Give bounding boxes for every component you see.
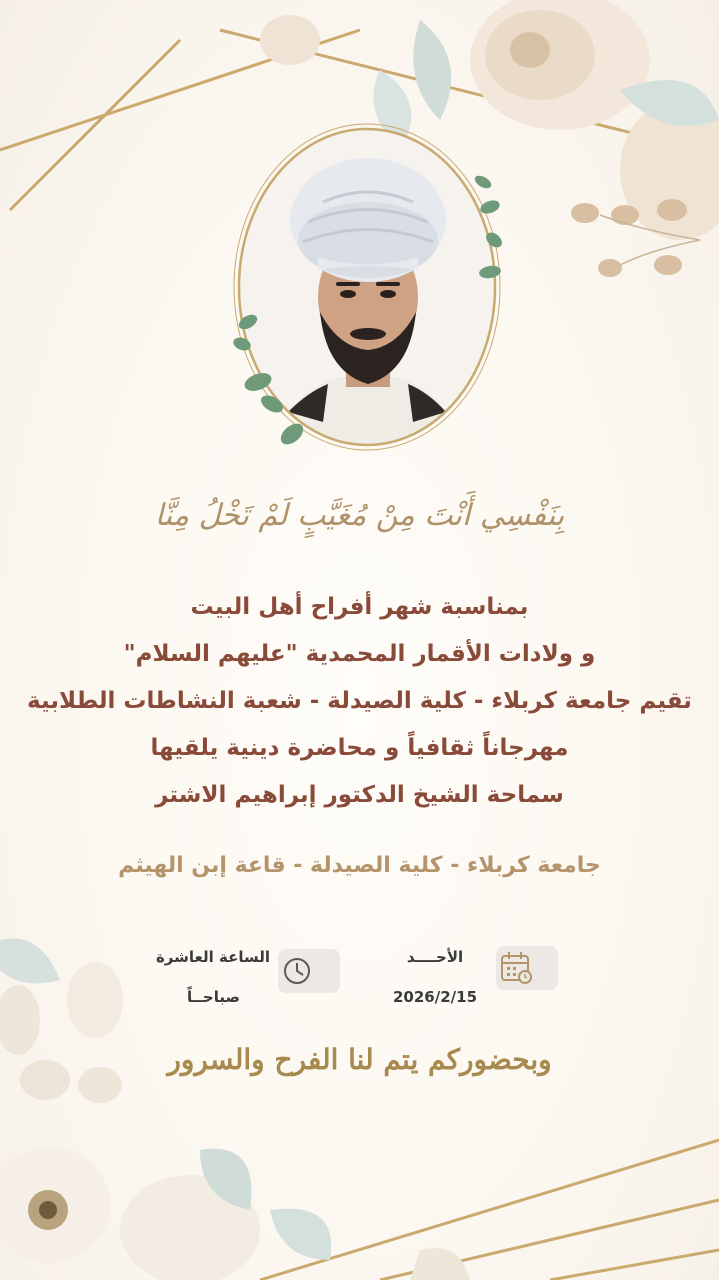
time-label: الساعة العاشرة [155, 948, 270, 966]
day-label: الأحــــد [406, 948, 464, 966]
invitation-line: تقيم جامعة كربلاء - كلية الصيدلة - شعبة النشاطات الطلابية [27, 688, 692, 714]
invitation-line: سماحة الشيخ الدكتور إبراهيم الاشتر [155, 782, 564, 808]
invitation-line: بمناسبة شهر أفراح أهل البيت [190, 594, 529, 620]
portrait-frame [228, 122, 506, 458]
date-value: 2026/2/15 [392, 988, 478, 1006]
date-icon-box [496, 946, 558, 990]
time-icon-box [278, 949, 340, 993]
time-period: صباحــاً [187, 988, 240, 1006]
sheikh-portrait [228, 122, 506, 458]
clock-icon [282, 953, 316, 989]
gold-frame-line [10, 40, 180, 210]
time-info [130, 944, 270, 1010]
invitation-text [0, 584, 719, 819]
invitation-line: و ولادات الأقمار المحمدية "عليهم السلام" [123, 641, 596, 667]
venue-text: جامعة كربلاء - كلية الصيدلة - قاعة إبن الهيثم [118, 853, 601, 878]
poetic-verse: بِنَفْسِي أَنْتَ مِنْ مُغَيَّبٍ لَمْ تَخْلُ مِنَّا [154, 498, 565, 533]
date-info [380, 944, 490, 1010]
invitation-line: مهرجاناً ثقافياً و محاضرة دينية يلقيها [150, 735, 569, 761]
calendar-icon [500, 950, 534, 986]
closing-calligraphy: وبحضوركم يتم لنا الفرح والسرور [167, 1043, 552, 1076]
gold-frame-line [550, 1250, 719, 1280]
